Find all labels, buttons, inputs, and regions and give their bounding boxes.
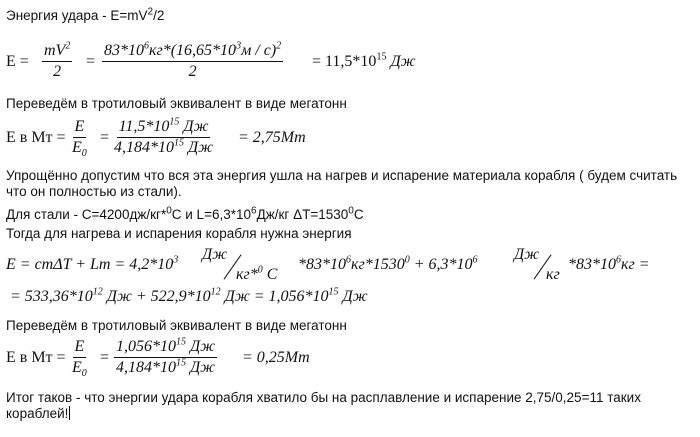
- title-text: Энергия удара - E=mV: [6, 8, 148, 23]
- eq4-f2-num: 1,056*10: [116, 338, 176, 355]
- eq3-lhs-sup: 3: [173, 254, 179, 266]
- eq4-fraction-e: [72, 338, 87, 380]
- eq1-f2-den: 2: [188, 63, 197, 80]
- equation-heat-energy-result: [6, 288, 696, 310]
- eq4-equals: =: [100, 349, 110, 366]
- eq4-f2-den-unit: Дж: [190, 359, 216, 376]
- eq2-f2-num-sup: 15: [169, 116, 180, 128]
- eq2-f2-den-sup: 15: [174, 137, 184, 149]
- eq1-result-unit: Дж: [390, 53, 416, 70]
- eq2-fraction-e: [72, 118, 87, 160]
- eq3-line2-sup1: 12: [92, 286, 103, 298]
- conclusion-paragraph: [6, 390, 696, 422]
- eq1-f2-num: 83*10: [104, 42, 144, 59]
- eq1-f2-end: м / с): [241, 42, 277, 59]
- eq3-mid: *83*10: [298, 256, 346, 273]
- eq2-f2-num: 11,5*10: [118, 118, 170, 135]
- eq1-lhs: E =: [6, 53, 29, 70]
- eq3-mid2-sup: 0: [404, 254, 410, 266]
- eq2-f1-den: E: [72, 139, 82, 156]
- steel-text-1: Для стали - C=4200дж/кг*: [6, 207, 167, 222]
- eq3-mid-sup: 6: [346, 254, 351, 266]
- assumption-paragraph: Упрощённо допустим что вся эта энергия ушла на нагрев и испарение материала корабля ( будем считать что он полностью из стали).: [6, 168, 678, 199]
- eq1-f2-sup2: 3: [236, 40, 242, 52]
- eq3-lhs: E = cmΔT + Lm = 4,2*10: [6, 256, 174, 273]
- eq3-line2-mid2: Дж = 1,056*10: [224, 288, 329, 305]
- steel-sup-3: 0: [348, 205, 354, 217]
- eq4-f1-num: E: [73, 338, 87, 358]
- equation-heat-energy: [6, 246, 696, 286]
- eq3-line2-sup3: 15: [328, 286, 339, 298]
- eq4-fraction-values: [114, 338, 217, 377]
- steel-text-4: С: [353, 207, 364, 222]
- eq1-f2-sup3: 2: [276, 40, 282, 52]
- eq1-result: = 11,5*10: [312, 53, 377, 70]
- steel-constants-line: [6, 207, 364, 223]
- eq2-f2-den: 4,184*10: [114, 139, 174, 156]
- eq4-f2-num-unit: Дж: [190, 338, 216, 355]
- eq1-f1-num: mV: [44, 42, 66, 59]
- eq3-mid3: + 6,3*10: [413, 256, 473, 273]
- title-line: [6, 8, 164, 24]
- conclusion-text: Итог таков - что энергии удара корабля хватило бы на расплавление и испарение 2,75/0,25=11 таких кораблей!: [6, 390, 641, 421]
- eq1-f1-num-sup: 2: [65, 40, 71, 52]
- eq2-f2-den-unit: Дж: [188, 139, 214, 156]
- eq3-line2-sup2: 12: [210, 286, 221, 298]
- steel-sup-2: 6: [251, 205, 257, 217]
- energy-needed-line: Тогда для нагрева и испарения корабля нужна энергия: [6, 226, 352, 241]
- steel-sup-1: 0: [166, 205, 172, 217]
- equation-megatons-1: [6, 116, 696, 164]
- convert-megatons-line-2: Переведём в тротиловый эквивалент в виде мегатонн: [6, 318, 347, 333]
- eq3-unit1-den: кг*: [236, 266, 258, 283]
- eq1-f2-sup1: 6: [144, 40, 149, 52]
- eq3-line2-mid: Дж + 522,9*10: [106, 288, 211, 305]
- eq4-f1-den-sub: 0: [81, 368, 87, 380]
- eq1-f2-mid: кг*(16,65*10: [149, 42, 237, 59]
- eq1-fraction-values: [102, 42, 283, 81]
- eq1-result-sup: 15: [376, 51, 387, 63]
- eq3-line2-end: Дж: [342, 288, 368, 305]
- eq3-end-unit: кг =: [621, 256, 650, 273]
- text-cursor: [69, 406, 70, 420]
- eq3-line2: = 533,36*10: [10, 288, 93, 305]
- eq3-mid3-sup: 6: [472, 254, 478, 266]
- steel-text-3: Дж/кг ΔT=1530: [256, 207, 349, 222]
- eq4-lhs: E в Мт =: [6, 349, 66, 366]
- eq2-f2-num-unit: Дж: [183, 118, 209, 135]
- eq3-mid2: кг*1530: [351, 256, 405, 273]
- title-suffix: /2: [153, 8, 165, 23]
- eq3-end: *83*10: [568, 256, 616, 273]
- eq3-unit2-num: Дж: [514, 246, 540, 263]
- equation-kinetic-energy: [6, 40, 696, 88]
- eq3-unit1-den-sup: 0: [257, 264, 263, 276]
- eq4-f2-num-sup: 15: [176, 336, 186, 348]
- eq1-f1-den: 2: [53, 63, 62, 80]
- eq4-f1-den: E: [72, 359, 82, 376]
- eq3-unit1-num: Дж: [202, 246, 228, 263]
- eq4-f2-den: 4,184*10: [116, 359, 176, 376]
- title-sup: 2: [147, 6, 154, 18]
- eq4-f2-den-sup: 15: [176, 357, 186, 369]
- equation-megatons-2: [6, 336, 696, 384]
- eq2-equals: =: [100, 129, 110, 146]
- eq2-lhs: E в Мт =: [6, 129, 66, 146]
- eq2-f1-num: E: [73, 118, 87, 138]
- eq1-equals: =: [86, 53, 96, 70]
- steel-text-2: С и L=6,3*10: [171, 207, 251, 222]
- eq1-fraction-mv2: [42, 42, 72, 81]
- eq3-unit1-den-end: С: [266, 266, 278, 283]
- eq4-result: = 0,25Мт: [242, 349, 310, 366]
- eq3-end-sup: 6: [616, 254, 621, 266]
- eq3-unit2-den: кг: [546, 266, 560, 283]
- eq2-f1-den-sub: 0: [81, 148, 87, 160]
- convert-megatons-line-1: Переведём в тротиловый эквивалент в виде мегатонн: [6, 96, 347, 111]
- eq2-fraction-values: [114, 118, 213, 157]
- eq2-result: = 2,75Мт: [238, 129, 306, 146]
